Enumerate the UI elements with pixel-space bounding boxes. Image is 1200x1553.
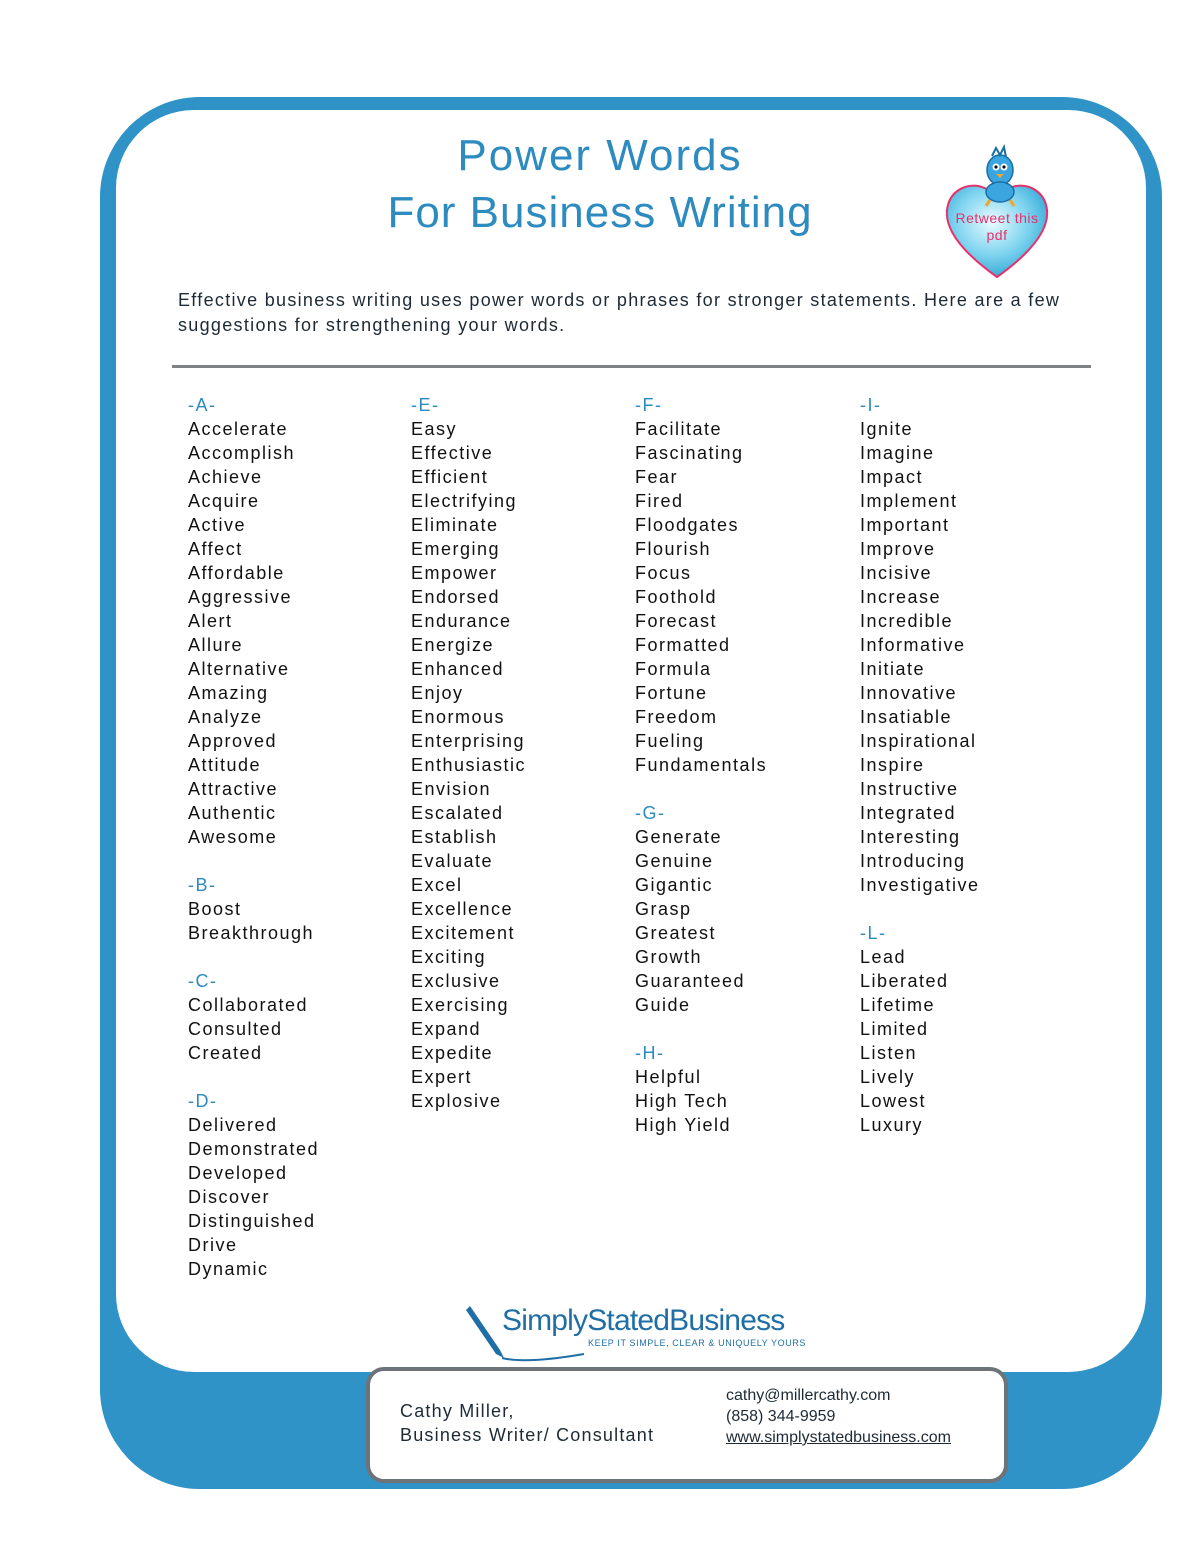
power-word: Enjoy bbox=[411, 683, 464, 703]
word-column-2 bbox=[411, 393, 621, 1137]
power-word: Endurance bbox=[411, 611, 512, 631]
power-word: Enhanced bbox=[411, 659, 505, 679]
power-word: Facilitate bbox=[635, 419, 723, 439]
power-word: Integrated bbox=[860, 803, 957, 823]
retweet-badge-label[interactable]: Retweet this pdf bbox=[955, 210, 1039, 243]
power-word: Forecast bbox=[635, 611, 718, 631]
power-word: Explosive bbox=[411, 1091, 502, 1111]
power-word: Exercising bbox=[411, 995, 510, 1015]
power-word: Lively bbox=[860, 1067, 916, 1087]
power-word: Gigantic bbox=[635, 875, 714, 895]
power-word: Enterprising bbox=[411, 731, 526, 751]
logo-tagline: KEEP IT SIMPLE, CLEAR & UNIQUELY YOURS bbox=[588, 1338, 807, 1348]
letter-section bbox=[188, 393, 398, 849]
power-word: Inspirational bbox=[860, 731, 977, 751]
power-word: Exclusive bbox=[411, 971, 501, 991]
word-column-1 bbox=[188, 393, 398, 1305]
power-word: Exciting bbox=[411, 947, 487, 967]
section-letter: -B- bbox=[188, 875, 217, 895]
power-word: Eliminate bbox=[411, 515, 499, 535]
page-title-line1: Power Words bbox=[457, 131, 743, 180]
power-word: High Tech bbox=[635, 1091, 729, 1111]
power-word: Evaluate bbox=[411, 851, 494, 871]
power-word: Approved bbox=[188, 731, 278, 751]
power-word: Delivered bbox=[188, 1115, 278, 1135]
power-word: Emerging bbox=[411, 539, 501, 559]
power-word: Consulted bbox=[188, 1019, 283, 1039]
power-word: Incisive bbox=[860, 563, 933, 583]
power-word: Helpful bbox=[635, 1067, 702, 1087]
letter-section bbox=[188, 873, 398, 945]
power-word: Allure bbox=[188, 635, 244, 655]
contact-email[interactable]: cathy@millercathy.com bbox=[726, 1387, 891, 1404]
power-word: Collaborated bbox=[188, 995, 309, 1015]
power-word: Electrifying bbox=[411, 491, 518, 511]
power-word: Accelerate bbox=[188, 419, 289, 439]
letter-section bbox=[635, 1041, 845, 1137]
contact-name: Cathy Miller, bbox=[400, 1401, 515, 1421]
power-word: Expedite bbox=[411, 1043, 494, 1063]
letter-section bbox=[188, 1089, 398, 1281]
word-column-3 bbox=[635, 393, 845, 1161]
power-word: Increase bbox=[860, 587, 942, 607]
page-title-line2: For Business Writing bbox=[387, 188, 813, 237]
power-word: Imagine bbox=[860, 443, 935, 463]
power-word: Lowest bbox=[860, 1091, 927, 1111]
power-word: Efficient bbox=[411, 467, 489, 487]
contact-author bbox=[400, 1399, 654, 1447]
power-word: Acquire bbox=[188, 491, 260, 511]
power-word: Breakthrough bbox=[188, 923, 315, 943]
power-word: Impact bbox=[860, 467, 924, 487]
power-word: Implement bbox=[860, 491, 958, 511]
power-word: Aggressive bbox=[188, 587, 293, 607]
power-word: Energize bbox=[411, 635, 495, 655]
divider bbox=[172, 365, 1091, 368]
power-word: Enormous bbox=[411, 707, 506, 727]
power-word: Initiate bbox=[860, 659, 926, 679]
power-word: Floodgates bbox=[635, 515, 740, 535]
power-word: Fundamentals bbox=[635, 755, 768, 775]
power-word: Excellence bbox=[411, 899, 514, 919]
power-word: Alternative bbox=[188, 659, 290, 679]
power-word: Lifetime bbox=[860, 995, 936, 1015]
power-word: Insatiable bbox=[860, 707, 953, 727]
power-word: Effective bbox=[411, 443, 494, 463]
power-word: Endorsed bbox=[411, 587, 501, 607]
power-word: Liberated bbox=[860, 971, 949, 991]
intro-paragraph: Effective business writing uses power words or phrases for stronger statements. Here are a few suggestions for strengthening your words. bbox=[178, 290, 1061, 335]
power-word: Generate bbox=[635, 827, 723, 847]
power-word: Enthusiastic bbox=[411, 755, 527, 775]
power-word: Easy bbox=[411, 419, 458, 439]
power-word: Affect bbox=[188, 539, 243, 559]
power-word: Growth bbox=[635, 947, 703, 967]
power-word: Expert bbox=[411, 1067, 473, 1087]
power-word: Genuine bbox=[635, 851, 714, 871]
contact-phone: (858) 344-9959 bbox=[726, 1408, 836, 1425]
letter-section bbox=[635, 393, 845, 777]
power-word: Active bbox=[188, 515, 247, 535]
contact-role: Business Writer/ Consultant bbox=[400, 1425, 655, 1445]
power-word: Introducing bbox=[860, 851, 966, 871]
power-word: Guide bbox=[635, 995, 691, 1015]
contact-details bbox=[726, 1385, 951, 1448]
power-word: Attitude bbox=[188, 755, 262, 775]
power-word: Focus bbox=[635, 563, 692, 583]
logo-wordmark: SimplyStatedBusiness bbox=[502, 1304, 785, 1337]
letter-section bbox=[188, 969, 398, 1065]
power-word: Incredible bbox=[860, 611, 954, 631]
power-word: Listen bbox=[860, 1043, 918, 1063]
power-word: Empower bbox=[411, 563, 498, 583]
section-letter: -E- bbox=[411, 395, 440, 415]
power-word: Important bbox=[860, 515, 950, 535]
power-word: Formatted bbox=[635, 635, 731, 655]
power-word: Dynamic bbox=[188, 1259, 269, 1279]
power-word: Discover bbox=[188, 1187, 271, 1207]
power-word: Affordable bbox=[188, 563, 285, 583]
letter-section bbox=[860, 921, 1070, 1137]
letter-section bbox=[635, 801, 845, 1017]
power-word: Establish bbox=[411, 827, 498, 847]
power-word: Fortune bbox=[635, 683, 708, 703]
power-word: Investigative bbox=[860, 875, 980, 895]
power-word: Analyze bbox=[188, 707, 263, 727]
power-word: Awesome bbox=[188, 827, 278, 847]
section-letter: -A- bbox=[188, 395, 217, 415]
section-letter: -I- bbox=[860, 395, 882, 415]
power-word: Accomplish bbox=[188, 443, 296, 463]
power-word: Achieve bbox=[188, 467, 263, 487]
power-word: Ignite bbox=[860, 419, 914, 439]
section-letter: -L- bbox=[860, 923, 887, 943]
power-word: Excel bbox=[411, 875, 463, 895]
power-word: Amazing bbox=[188, 683, 269, 703]
section-letter: -D- bbox=[188, 1091, 218, 1111]
section-letter: -C- bbox=[188, 971, 218, 991]
power-word: Authentic bbox=[188, 803, 277, 823]
power-word: Distinguished bbox=[188, 1211, 316, 1231]
power-word: Boost bbox=[188, 899, 242, 919]
power-word: Grasp bbox=[635, 899, 692, 919]
power-word: Inspire bbox=[860, 755, 925, 775]
word-column-4 bbox=[860, 393, 1070, 1161]
power-word: High Yield bbox=[635, 1115, 732, 1135]
power-word: Foothold bbox=[635, 587, 718, 607]
power-word: Excitement bbox=[411, 923, 516, 943]
section-letter: -H- bbox=[635, 1043, 665, 1063]
power-word: Lead bbox=[860, 947, 907, 967]
section-letter: -G- bbox=[635, 803, 666, 823]
power-word: Informative bbox=[860, 635, 966, 655]
contact-website-link[interactable]: www.simplystatedbusiness.com bbox=[726, 1429, 951, 1446]
power-word: Interesting bbox=[860, 827, 961, 847]
power-word: Escalated bbox=[411, 803, 504, 823]
power-word: Formula bbox=[635, 659, 712, 679]
power-word: Limited bbox=[860, 1019, 929, 1039]
power-word: Greatest bbox=[635, 923, 717, 943]
power-word: Envision bbox=[411, 779, 492, 799]
power-word: Innovative bbox=[860, 683, 958, 703]
power-word: Flourish bbox=[635, 539, 712, 559]
power-word: Guaranteed bbox=[635, 971, 746, 991]
power-word: Alert bbox=[188, 611, 233, 631]
power-word: Attractive bbox=[188, 779, 279, 799]
power-word: Fired bbox=[635, 491, 684, 511]
power-word: Improve bbox=[860, 539, 936, 559]
power-word: Drive bbox=[188, 1235, 238, 1255]
letter-section bbox=[411, 393, 621, 1113]
power-word: Expand bbox=[411, 1019, 482, 1039]
letter-section bbox=[860, 393, 1070, 897]
power-word: Developed bbox=[188, 1163, 288, 1183]
power-word: Fueling bbox=[635, 731, 705, 751]
power-word: Created bbox=[188, 1043, 263, 1063]
section-letter: -F- bbox=[635, 395, 663, 415]
power-word: Fascinating bbox=[635, 443, 744, 463]
power-word: Instructive bbox=[860, 779, 959, 799]
power-word: Fear bbox=[635, 467, 679, 487]
power-word: Luxury bbox=[860, 1115, 924, 1135]
power-word: Freedom bbox=[635, 707, 718, 727]
power-word: Demonstrated bbox=[188, 1139, 320, 1159]
